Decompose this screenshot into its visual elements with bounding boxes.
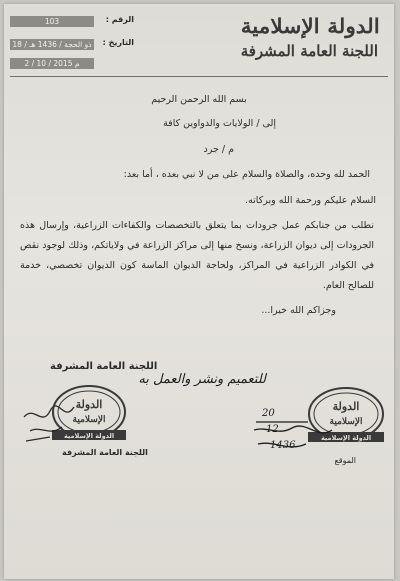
recipient-line: إلى / الولايات والدواوين كافة bbox=[163, 118, 276, 129]
hijri-date-row bbox=[10, 38, 134, 52]
handwritten-signature-right bbox=[248, 400, 338, 458]
basmala: بسم الله الرحمن الرحيم bbox=[151, 94, 247, 105]
date-label: التاريخ : bbox=[102, 38, 134, 47]
handwritten-year: 1436 bbox=[270, 440, 296, 451]
gregorian-date-row bbox=[10, 57, 134, 71]
handwritten-signature-left bbox=[20, 397, 100, 447]
org-name: الدولة الإسلامية bbox=[240, 14, 380, 38]
greeting-line: السلام عليكم ورحمة الله وبركاته. bbox=[245, 195, 376, 206]
seal-banner: الدولة الإسلامية bbox=[63, 432, 115, 440]
seal-line1: الدولة bbox=[332, 400, 360, 413]
gregorian-date-value: 2 / 10 / 2015 م bbox=[10, 58, 94, 69]
seal-line2: الإسلامية bbox=[329, 417, 363, 427]
handwritten-day: 20 bbox=[262, 408, 275, 419]
number-label: الرقم : bbox=[105, 15, 134, 24]
seal-line1: الدولة bbox=[75, 398, 103, 411]
seal-line2: الإسلامية bbox=[72, 415, 106, 425]
number-value: 103 bbox=[10, 16, 94, 27]
body-paragraph: نطلب من جنابكم عمل جرودات بما يتعلق بالتخصصات والكفاءات الزراعية، وإرسال هذه الجرودات إلى ديوان الزراعة، ونسخ منها إلى مراكز الزراعة في ولاياتكم، وذلك لوجود نقص في الكوادر الزراعية في المراكز، ولحاجة الديوان الماسة كون الديوان تخصصي، خدمة للصالح العام. bbox=[20, 220, 374, 291]
handwritten-month: 12 bbox=[266, 424, 279, 435]
stamp-footer: الموقع bbox=[334, 456, 356, 465]
subject-line: م / جرد bbox=[203, 144, 234, 155]
hijri-date-value: 18 / ذو الحجة / 1436 هـ bbox=[10, 39, 94, 50]
header-divider bbox=[10, 76, 388, 77]
org-subtitle: اللجنة العامة المشرفة bbox=[240, 42, 378, 60]
seal-banner: الدولة الإسلامية bbox=[320, 434, 372, 442]
seal-caption-left: اللجنة العامة المشرفة bbox=[62, 448, 148, 457]
handwritten-directive: للتعميم ونشر والعمل به bbox=[138, 372, 266, 387]
closing-line: وجزاكم الله خيرا... bbox=[261, 305, 336, 316]
reference-number-row bbox=[10, 15, 134, 29]
praise-line: الحمد لله وحده، والصلاة والسلام على من لا نبي بعده ، أما بعد: bbox=[123, 169, 370, 180]
committee-title: اللجنة العامة المشرفة bbox=[50, 361, 158, 372]
document-page bbox=[4, 4, 394, 579]
